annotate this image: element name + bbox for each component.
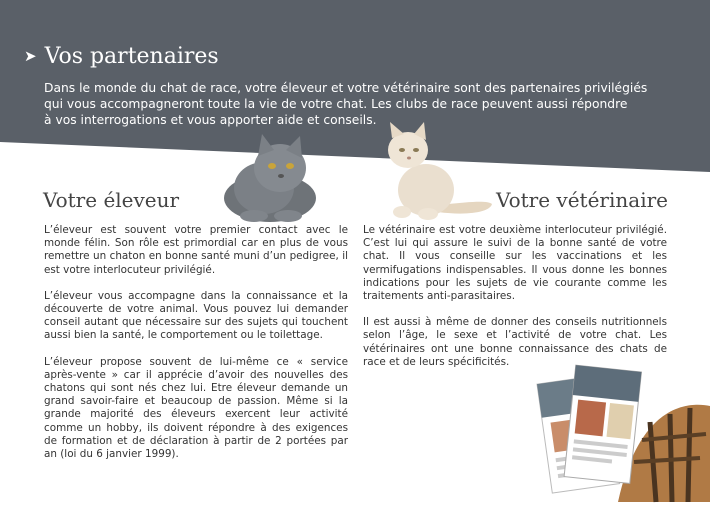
page-title-text: Vos partenaires	[44, 44, 219, 69]
veterinaire-column	[363, 224, 667, 382]
veterinaire-paragraph: Le vétérinaire est votre deuxième interlocuteur privilégié. C’est lui qui assure le suivi de la bonne santé de votre chat. Il vous conseille sur les vaccinations et les vermifugations indispensables. Il vous donne les bonnes indications pour les sujets de vie courante comme les traitements anti-parasitaires.	[363, 224, 667, 303]
veterinaire-paragraph: Il est aussi à même de donner des conseils nutritionnels selon l’âge, le sexe et l’activité de votre chat. Les vétérinaires ont une bonne connaissance des chats de race et de leurs spécificités.	[363, 316, 667, 368]
intro-text	[44, 80, 648, 128]
brochures-image	[530, 362, 710, 506]
grey-cat-image	[218, 128, 320, 224]
cream-cat-image	[378, 120, 496, 222]
eleveur-paragraph: L’éleveur propose souvent de lui-même ce « service après-vente » car il apprécie d’avoir des nouvelles des chatons qui sont nés chez lui. Etre éleveur demande un grand savoir-faire et beaucoup de passion. Même si la grande majorité des éleveurs exercent leur activité comme un hobby, ils doivent répondre à des exigences de formation et de déclaration à partir de 2 portées par an (loi du 6 janvier 1999).	[44, 355, 348, 461]
intro-line: qui vous accompagneront toute la vie de votre chat. Les clubs de race peuvent aussi répondre	[44, 97, 628, 111]
eleveur-paragraph: L’éleveur vous accompagne dans la connaissance et la découverte de votre animal. Vous pouvez lui demander conseil autant que nécessaire sur des sujets qui touchent aussi bien la santé, le comportement ou le toilettage.	[44, 289, 348, 342]
eleveur-title: Votre éleveur	[43, 188, 180, 212]
eleveur-paragraph: L’éleveur est souvent votre premier contact avec le monde félin. Son rôle est primordial car en plus de vous remettre un chaton en bonne santé muni d’un pedigree, il est votre interlocuteur privilégié.	[44, 224, 348, 276]
bullet-arrow-icon: ➤	[24, 47, 37, 65]
page-title	[24, 44, 219, 69]
eleveur-column	[44, 224, 348, 474]
intro-line: à vos interrogations et vous apporter aide et conseils.	[44, 113, 377, 127]
veterinaire-title: Votre vétérinaire	[495, 188, 668, 212]
intro-line: Dans le monde du chat de race, votre éleveur et votre vétérinaire sont des partenaires privilégiés	[44, 81, 648, 95]
